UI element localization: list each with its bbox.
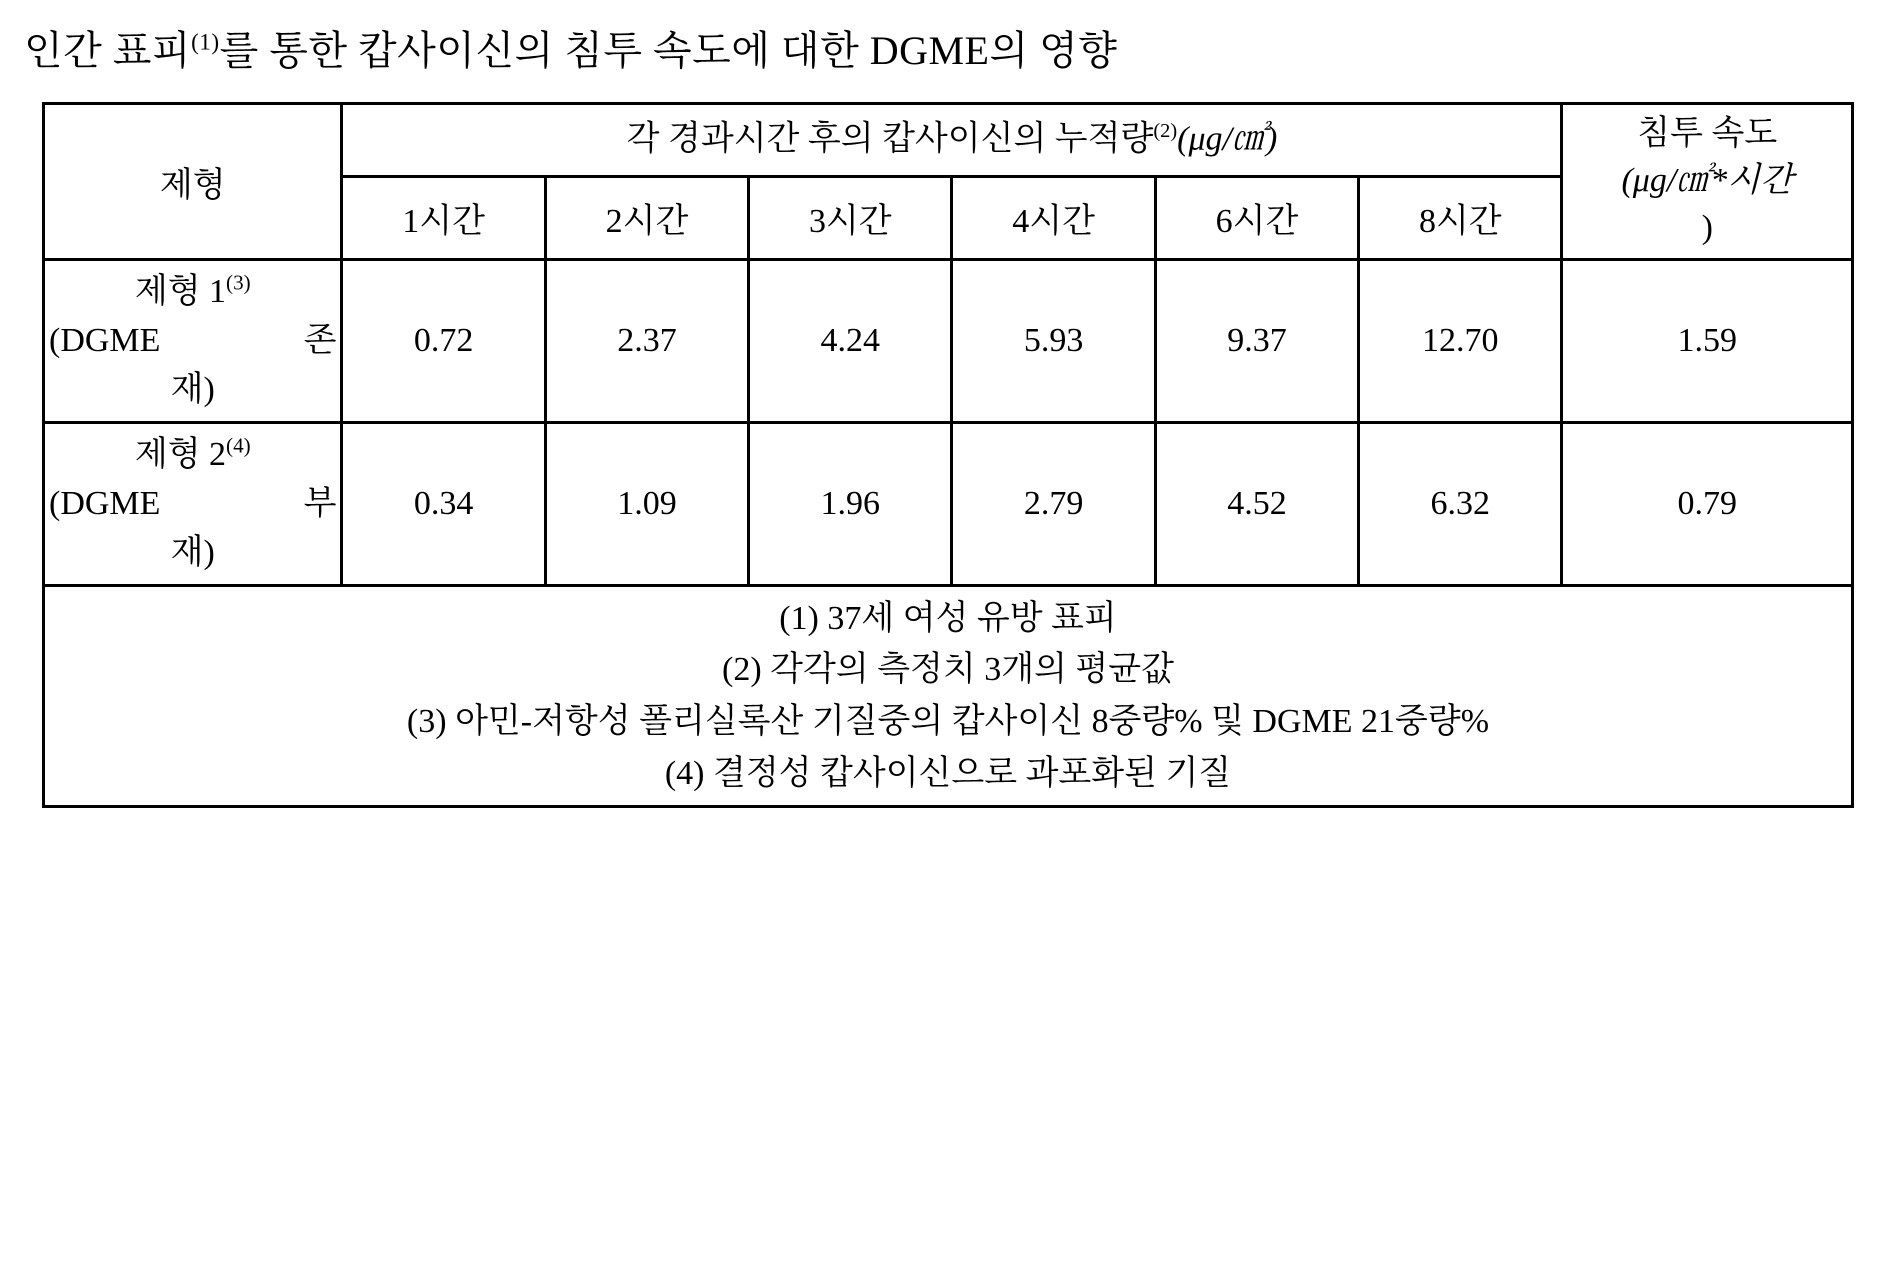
- header-time-4h: 4시간: [952, 176, 1155, 259]
- row2-label-line2-left: (DGME: [49, 484, 161, 522]
- row1-value-2h: 2.37: [545, 259, 748, 422]
- header-time-1h: 1시간: [342, 176, 545, 259]
- table-row: [44, 422, 1853, 585]
- row2-value-3h: 1.96: [749, 422, 952, 585]
- row1-label-line2-left: (DGME: [49, 322, 161, 360]
- row2-permeation-rate: 0.79: [1562, 422, 1853, 585]
- table-row: [44, 259, 1853, 422]
- header-time-8h: 8시간: [1359, 176, 1562, 259]
- row2-value-2h: 1.09: [545, 422, 748, 585]
- table-footnotes: [44, 585, 1853, 807]
- header-cumulative-group: [342, 104, 1562, 177]
- header-time-6h: 6시간: [1155, 176, 1358, 259]
- row1-value-8h: 12.70: [1359, 259, 1562, 422]
- header-rate-line3: ): [1701, 208, 1713, 246]
- page-title: [24, 26, 1854, 76]
- footnote-1: (1) 37세 여성 유방 표피: [779, 599, 1117, 637]
- row2-label-line3: 재): [170, 534, 215, 572]
- page-title-footnote-marker: (1): [191, 29, 220, 56]
- row1-label-line1: 제형 1: [134, 272, 227, 310]
- row2-value-6h: 4.52: [1155, 422, 1358, 585]
- header-cumulative-unit: (μg/㎠): [1177, 120, 1278, 158]
- row1-value-1h: 0.72: [342, 259, 545, 422]
- header-cumulative-text: 각 경과시간 후의 캅사이신의 누적량: [626, 120, 1154, 158]
- header-time-3h: 3시간: [749, 176, 952, 259]
- permeation-data-table: [42, 102, 1854, 808]
- page-title-main: 인간 표피: [24, 28, 192, 73]
- footnote-4: (4) 결정성 캅사이신으로 과포화된 기질: [664, 754, 1232, 792]
- row1-label-footnote-marker: (3): [226, 270, 251, 295]
- row1-label-line2-right: 존: [303, 322, 337, 360]
- table-header-row-1: [44, 104, 1853, 177]
- page-title-rest: 를 통한 캅사이신의 침투 속도에 대한 DGME의 영향: [219, 28, 1118, 73]
- header-time-2h: 2시간: [545, 176, 748, 259]
- row2-label-line1: 제형 2: [134, 435, 227, 473]
- header-permeation-rate: [1562, 104, 1853, 260]
- footnote-3: (3) 아민-저항성 폴리실록산 기질중의 캅사이신 8중량% 및 DGME 21중량%: [406, 702, 1490, 740]
- row2-value-1h: 0.34: [342, 422, 545, 585]
- row2-value-8h: 6.32: [1359, 422, 1562, 585]
- footnote-2: (2) 각각의 측정치 3개의 평균값: [722, 651, 1174, 689]
- row1-value-4h: 5.93: [952, 259, 1155, 422]
- header-formulation: 제형: [44, 104, 342, 260]
- row2-label-footnote-marker: (4): [226, 433, 251, 458]
- row2-label-line2-right: 부: [303, 484, 337, 522]
- row2-value-4h: 2.79: [952, 422, 1155, 585]
- row1-label-line3: 재): [170, 371, 215, 409]
- header-rate-line2: (μg/㎠*시간: [1621, 161, 1793, 199]
- row-label-formulation-1: [44, 259, 342, 422]
- row1-permeation-rate: 1.59: [1562, 259, 1853, 422]
- table-footnotes-row: [44, 585, 1853, 807]
- header-rate-line1: 침투 속도: [1637, 115, 1778, 152]
- row1-value-6h: 9.37: [1155, 259, 1358, 422]
- row1-value-3h: 4.24: [749, 259, 952, 422]
- row-label-formulation-2: [44, 422, 342, 585]
- header-cumulative-footnote-marker: (2): [1153, 120, 1178, 143]
